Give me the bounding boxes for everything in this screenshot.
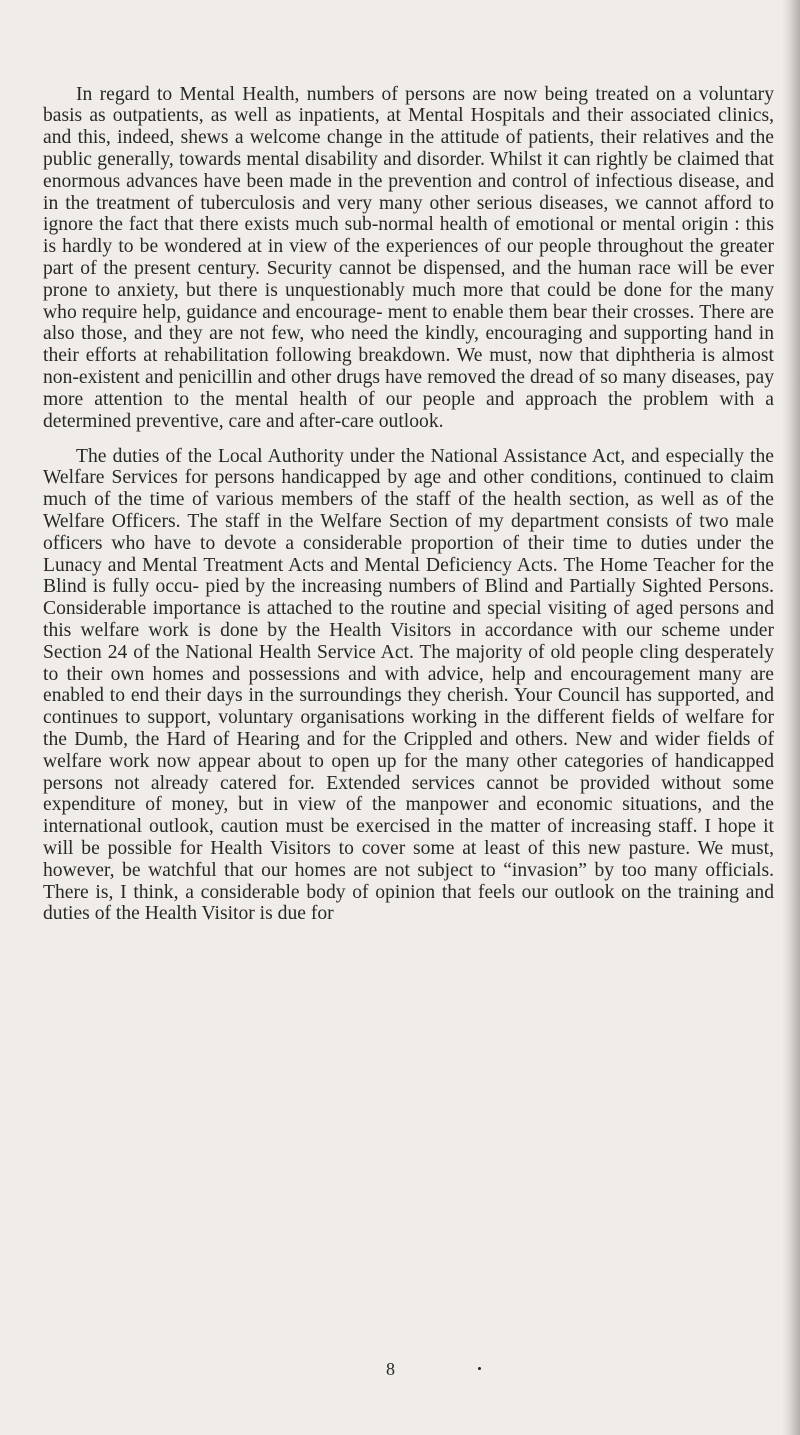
- page-edge-shadow: [782, 0, 800, 1435]
- paragraph-mental-health: In regard to Mental Health, numbers of persons are now being treated on a voluntary basis as outpatients, as well as inpatients, at Mental Hospitals and their associated clinics, and this, indeed, shews a welcome change in the attitude of patients, their relatives and the public generally, towards mental disability and disorder. Whilst it can rightly be claimed that enormous advances have been made in the prevention and control of infectious disease, and in the treatment of tuberculosis and very many other serious diseases, we cannot afford to ignore the fact that there exists much sub-normal health of emotional or mental origin : this is hardly to be wondered at in view of the experiences of our people throughout the greater part of the present century. Security cannot be dispensed, and the human race will be ever prone to anxiety, but there is unquestionably much more that could be done for the many who require help, guidance and encourage- ment to enable them bear their crosses. There are also those, and they are not few, who need the kindly, encouraging and supporting hand in their efforts at rehabilitation following breakdown. We must, now that diphtheria is almost non-existent and penicillin and other drugs have removed the dread of so many diseases, pay more attention to the mental health of our people and approach the problem with a determined preventive, care and after-care outlook.: [43, 83, 774, 432]
- paragraph-welfare-services: The duties of the Local Authority under the National Assistance Act, and especially the Welfare Services for persons handicapped by age and other conditions, continued to claim much of the time of various members of the staff of the health section, as well as of the Welfare Officers. The staff in the Welfare Section of my department consists of two male officers who have to devote a considerable proportion of their time to duties under the Lunacy and Mental Treatment Acts and Mental Deficiency Acts. The Home Teacher for the Blind is fully occu- pied by the increasing numbers of Blind and Partially Sighted Persons. Considerable importance is attached to the routine and special visiting of aged persons and this welfare work is done by the Health Visitors in accordance with our scheme under Section 24 of the National Health Service Act. The majority of old people cling desperately to their own homes and possessions and with advice, help and encouragement many are enabled to end their days in the surroundings they cherish. Your Council has supported, and continues to support, voluntary organisations working in the different fields of welfare for the Dumb, the Hard of Hearing and for the Crippled and others. New and wider fields of welfare work now appear about to open up for the many other categories of handicapped persons not already catered for. Extended services cannot be provided without some expenditure of money, but in view of the manpower and economic situations, and the international outlook, caution must be exercised in the matter of increasing staff. I hope it will be possible for Health Visitors to cover some at least of this new pasture. We must, however, be watchful that our homes are not subject to “invasion” by too many officials. There is, I think, a considerable body of opinion that feels our outlook on the training and duties of the Health Visitor is due for: [43, 445, 774, 925]
- page-number: 8: [386, 1359, 395, 1379]
- ink-speck: [478, 1367, 481, 1370]
